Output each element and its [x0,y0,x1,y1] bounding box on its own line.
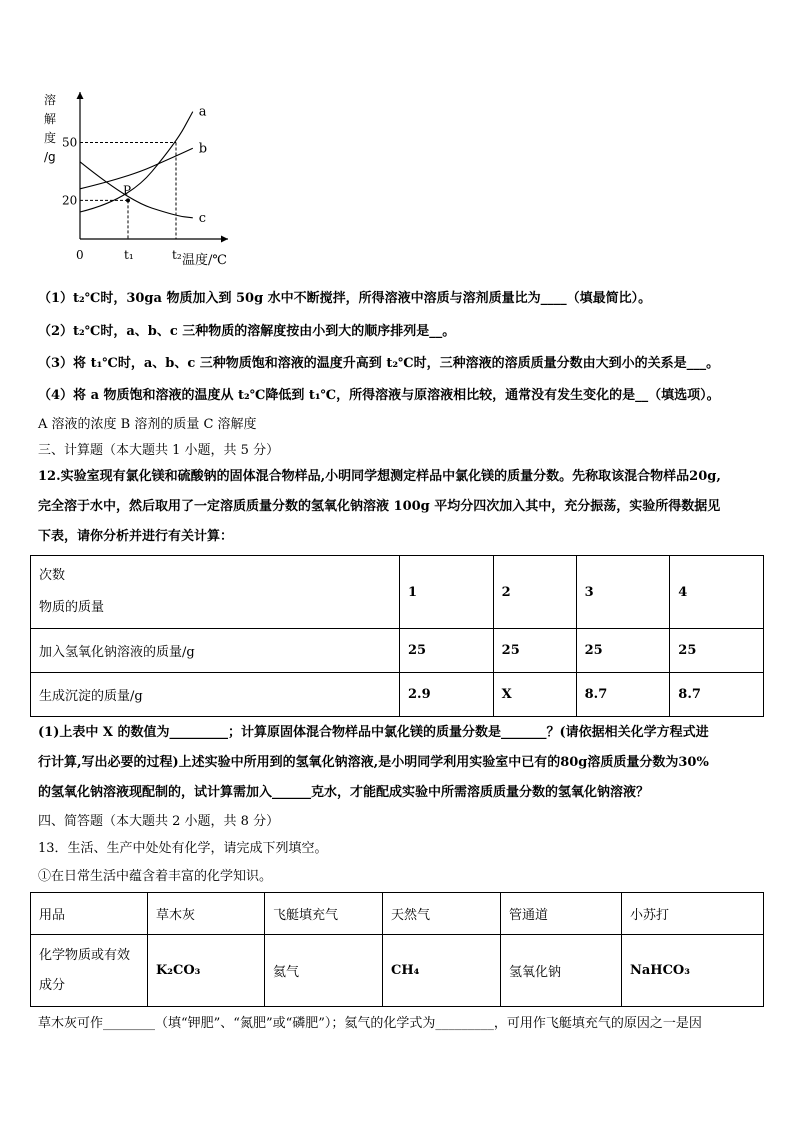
cell: 8.7 [576,673,670,717]
col-2: 2 [493,556,576,629]
header-cell [31,556,400,629]
question-4: （4）将 a 物质饱和溶液的温度从 t₂℃降低到 t₁℃，所得溶液与原溶液相比较，通常没有发生变化的是__（填选项）。 [38,388,720,403]
cell: K₂CO₃ [148,935,265,1007]
question-12-line-1: 12.实验室现有氯化镁和硫酸钠的固体混合物样品,小明同学想测定样品中氯化镁的质量分数。先称取该混合物样品20g, [38,469,721,484]
x-tick-label: 0 [76,248,84,262]
question-3: （3）将 t₁℃时，a、b、c 三种物质饱和溶液的温度升高到 t₂℃时，三种溶液的溶质质量分数由大到小的关系是___。 [38,356,720,371]
cell: 25 [400,629,494,673]
y-axis-label-char: /g [44,150,56,164]
x-tick-label: t₁ [124,248,134,262]
table-row [31,629,764,673]
curve-label-a: a [198,104,207,120]
y-tick-label: 50 [62,135,78,150]
y-axis-label-char: 解 [44,112,57,126]
last-question-line: 草木灰可作________（填“钾肥”、“氮肥”或“磷肥”）；氦气的化学式为_________，可用作飞艇填充气的原因之一是因 [38,1016,702,1031]
cell: 飞艇填充气 [265,893,383,935]
cell: CH₄ [383,935,501,1007]
table-row [31,673,764,717]
curve-a [80,112,193,212]
cell: X [493,673,576,717]
table-row [31,893,764,935]
col-4: 4 [670,556,764,629]
row-label: 生成沉淀的质量/g [31,673,400,717]
cell: 草木灰 [148,893,265,935]
question-12-text [38,462,764,552]
cell: 25 [670,629,764,673]
x-axis-label: 温度/℃ [182,253,227,268]
curve-label-b: b [198,141,208,157]
cell: 25 [576,629,670,673]
question-12-sub-line-3: 的氢氧化钠溶液现配制的，试计算需加入______克水，才能配成实验中所需溶质质量分数的氢氧化钠溶液？ [38,785,650,800]
question-2: （2）t₂℃时，a、b、c 三种物质的溶解度按由小到大的顺序排列是__。 [38,324,456,339]
y-axis-label-char: 溶 [44,93,57,107]
cell: NaHCO₃ [622,935,764,1007]
col-1: 1 [400,556,494,629]
cell: 用品 [31,893,148,935]
header-line-mass: 物质的质量 [39,600,105,615]
solubility-chart-svg [36,88,236,274]
question-12-sub-line-2: 行计算,写出必要的过程)上述实验中所用到的氢氧化钠溶液,是小明同学利用实验室中已有的80g溶质质量分数为30% [38,755,709,770]
row-label [31,935,148,1007]
row-label-line-2: 成分 [39,977,66,993]
cell: 25 [493,629,576,673]
cell: 小苏打 [622,893,764,935]
experiment-table [30,555,764,717]
cell: 氢氧化钠 [501,935,622,1007]
header-line-times: 次数 [39,568,66,583]
x-tick-label: t₂ [172,248,182,262]
cell: 8.7 [670,673,764,717]
col-3: 3 [576,556,670,629]
y-axis-label-char: 度 [44,131,57,145]
question-12-line-2: 完全溶于水中，然后取用了一定溶质质量分数的氢氧化钠溶液 100g 平均分四次加入其中，充分振荡，实验所得数据见 [38,499,721,514]
curve-label-c: c [198,210,207,226]
point-p-label: P [123,183,132,198]
question-12-subparts [38,718,764,808]
section-3-heading: 三、计算题（本大题共 1 小题，共 5 分） [38,443,280,458]
question-12-line-3: 下表，请你分析并进行有关计算： [38,529,234,544]
solubility-chart [36,88,236,274]
question-4-options: A 溶液的浓度 B 溶剂的质量 C 溶解度 [38,417,257,432]
question-1: （1）t₂℃时，30ga 物质加入到 50g 水中不断搅拌，所得溶液中溶质与溶剂质量比为____（填最简比）。 [38,291,652,306]
question-13-sub-1: ①在日常生活中蕴含着丰富的化学知识。 [38,869,273,884]
cell: 天然气 [383,893,501,935]
question-12-sub-line-1: (1)上表中 X 的数值为_________；计算原固体混合物样品中氯化镁的质量分数是_______？(请依据相关化学方程式进 [38,725,709,740]
table-row [31,935,764,1007]
y-tick-label: 20 [62,193,78,208]
row-label: 加入氢氧化钠溶液的质量/g [31,629,400,673]
question-13: 13．生活、生产中处处有化学，请完成下列填空。 [38,841,328,856]
cell: 2.9 [400,673,494,717]
cell: 氦气 [265,935,383,1007]
cell: 管通道 [501,893,622,935]
table-header-row [31,556,764,629]
point-p [126,198,130,202]
section-4-heading: 四、简答题（本大题共 2 小题，共 8 分） [38,814,280,829]
chemistry-items-table [30,892,764,1007]
row-label-line-1: 化学物质或有效 [39,947,131,963]
